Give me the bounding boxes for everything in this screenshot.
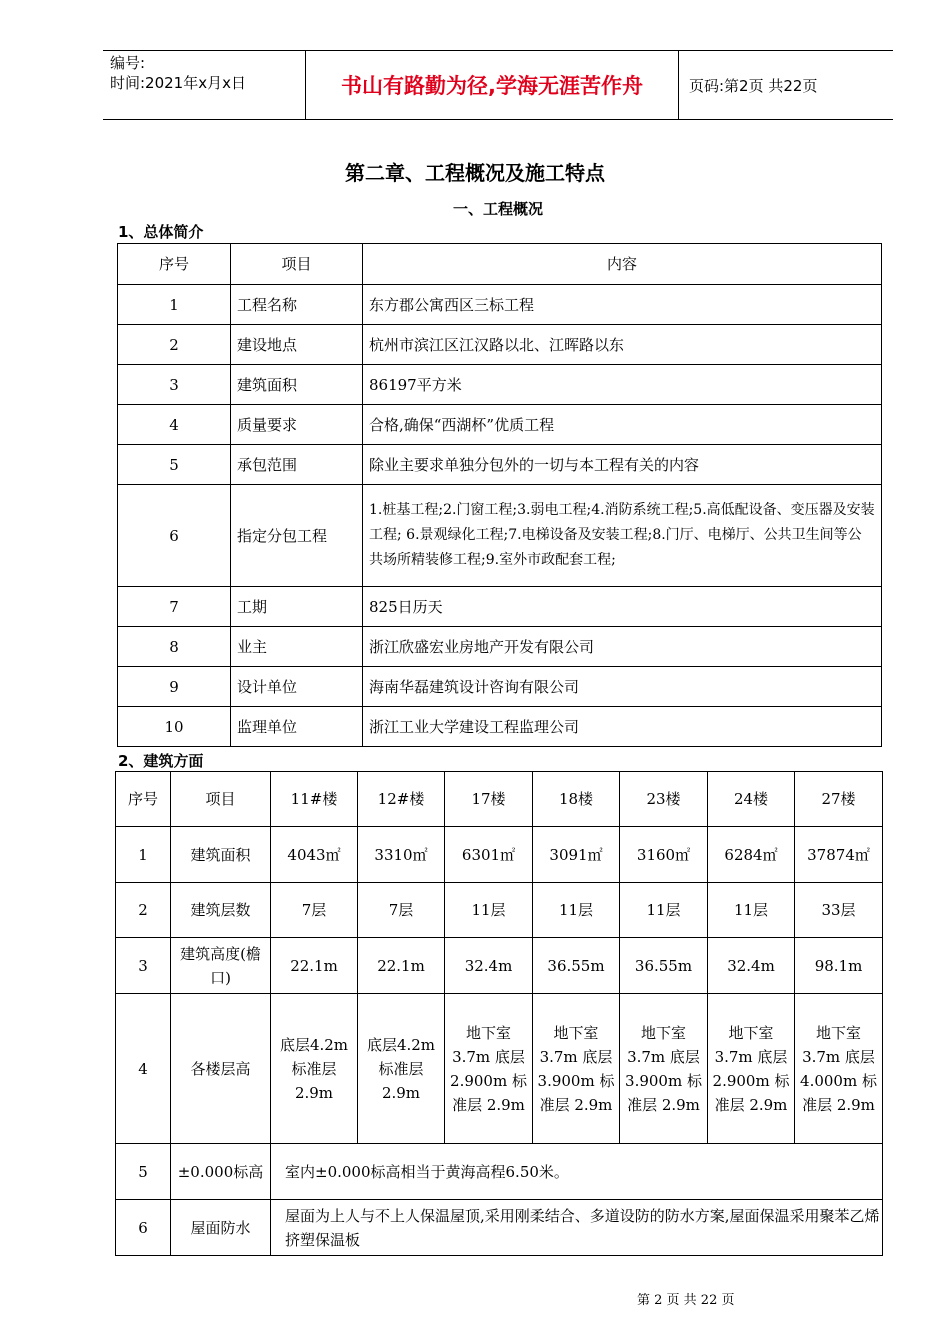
building-title: 2、建筑方面 bbox=[118, 752, 204, 770]
table-row bbox=[116, 1200, 883, 1256]
table-cell: 6284㎡ bbox=[708, 827, 795, 883]
table-row bbox=[118, 707, 882, 747]
table-cell: 36.55m bbox=[533, 938, 620, 994]
table-cell: 825日历天 bbox=[363, 587, 882, 627]
table-header-row bbox=[118, 244, 882, 285]
header-cell: 序号 bbox=[118, 244, 231, 285]
table-cell: 22.1m bbox=[358, 938, 445, 994]
table-cell: 36.55m bbox=[620, 938, 708, 994]
table-cell: 海南华磊建筑设计咨询有限公司 bbox=[363, 667, 882, 707]
building-table bbox=[115, 771, 883, 1256]
table-cell: 监理单位 bbox=[231, 707, 363, 747]
page-footer: 第 2 页 共 22 页 bbox=[637, 1293, 735, 1308]
table-cell: 地下室 3.7m 底层 3.900m 标准层 2.9m bbox=[533, 994, 620, 1144]
table-row bbox=[118, 285, 882, 325]
header-cell: 24楼 bbox=[708, 772, 795, 827]
table-cell: 地下室 3.7m 底层 2.900m 标准层 2.9m bbox=[445, 994, 533, 1144]
page-header bbox=[103, 50, 893, 120]
table-cell: 7层 bbox=[358, 883, 445, 938]
header-meta bbox=[110, 53, 246, 93]
header-cell: 序号 bbox=[116, 772, 171, 827]
table-cell: 11层 bbox=[620, 883, 708, 938]
header-cell: 23楼 bbox=[620, 772, 708, 827]
table-row bbox=[118, 587, 882, 627]
table-row bbox=[118, 405, 882, 445]
table-cell: 4043㎡ bbox=[271, 827, 358, 883]
table-cell: 22.1m bbox=[271, 938, 358, 994]
table-cell: 37874㎡ bbox=[795, 827, 883, 883]
header-cell: 项目 bbox=[231, 244, 363, 285]
table-cell: 指定分包工程 bbox=[231, 485, 363, 587]
table-cell: 98.1m bbox=[795, 938, 883, 994]
table-cell: 86197平方米 bbox=[363, 365, 882, 405]
table-cell: 1.桩基工程;2.门窗工程;3.弱电工程;4.消防系统工程;5.高低配设备、变压器及安装工程; 6.景观绿化工程;7.电梯设备及安装工程;8.门厅、电梯厅、公共卫生间等公共场所精装修工程;9.室外市政配套工程; bbox=[363, 485, 882, 587]
table-row bbox=[116, 883, 883, 938]
table-cell: 3160㎡ bbox=[620, 827, 708, 883]
table-cell: 地下室 3.7m 底层 3.900m 标准层 2.9m bbox=[620, 994, 708, 1144]
table-cell: 浙江欣盛宏业房地产开发有限公司 bbox=[363, 627, 882, 667]
table-cell: ±0.000标高 bbox=[171, 1144, 271, 1200]
table-header-row bbox=[116, 772, 883, 827]
table-cell: 33层 bbox=[795, 883, 883, 938]
table-cell: 工期 bbox=[231, 587, 363, 627]
table-cell: 底层4.2m 标准层 2.9m bbox=[271, 994, 358, 1144]
table-cell: 6 bbox=[118, 485, 231, 587]
table-cell: 业主 bbox=[231, 627, 363, 667]
table-cell: 7层 bbox=[271, 883, 358, 938]
table-cell: 底层4.2m 标准层 2.9m bbox=[358, 994, 445, 1144]
header-cell: 18楼 bbox=[533, 772, 620, 827]
table-cell: 6 bbox=[116, 1200, 171, 1256]
table-row bbox=[118, 365, 882, 405]
header-cell: 17楼 bbox=[445, 772, 533, 827]
overview-table bbox=[117, 243, 882, 747]
table-row bbox=[118, 325, 882, 365]
table-cell: 合格,确保“西湖杯”优质工程 bbox=[363, 405, 882, 445]
table-cell: 11层 bbox=[533, 883, 620, 938]
table-cell: 地下室 3.7m 底层 2.900m 标准层 2.9m bbox=[708, 994, 795, 1144]
table-cell: 1 bbox=[116, 827, 171, 883]
table-cell: 各楼层高 bbox=[171, 994, 271, 1144]
table-row bbox=[116, 938, 883, 994]
page-label: 页码:第2页 共22页 bbox=[689, 76, 818, 95]
table-cell: 承包范围 bbox=[231, 445, 363, 485]
table-cell: 3 bbox=[116, 938, 171, 994]
table-cell: 地下室 3.7m 底层 4.000m 标准层 2.9m bbox=[795, 994, 883, 1144]
table-row bbox=[118, 627, 882, 667]
header-cell: 内容 bbox=[363, 244, 882, 285]
overview-title: 1、总体简介 bbox=[118, 223, 204, 241]
header-cell: 12#楼 bbox=[358, 772, 445, 827]
table-cell: 除业主要求单独分包外的一切与本工程有关的内容 bbox=[363, 445, 882, 485]
table-cell: 建筑高度(檐口) bbox=[171, 938, 271, 994]
table-cell: 3310㎡ bbox=[358, 827, 445, 883]
table-cell: 2 bbox=[116, 883, 171, 938]
table-cell: 3 bbox=[118, 365, 231, 405]
table-row bbox=[118, 445, 882, 485]
table-cell: 9 bbox=[118, 667, 231, 707]
table-row bbox=[118, 667, 882, 707]
table-cell: 32.4m bbox=[445, 938, 533, 994]
table-cell: 建筑面积 bbox=[171, 827, 271, 883]
header-cell: 项目 bbox=[171, 772, 271, 827]
table-cell: 11层 bbox=[708, 883, 795, 938]
table-cell: 8 bbox=[118, 627, 231, 667]
table-cell: 屋面为上人与不上人保温屋顶,采用刚柔结合、多道设防的防水方案,屋面保温采用聚苯乙烯挤塑保温板 bbox=[271, 1200, 883, 1256]
section-title: 一、工程概况 bbox=[452, 200, 543, 218]
header-cell: 27楼 bbox=[795, 772, 883, 827]
time-label: 时间:2021年x月x日 bbox=[110, 74, 246, 92]
table-row bbox=[116, 827, 883, 883]
number-label: 编号: bbox=[110, 54, 146, 72]
table-cell: 7 bbox=[118, 587, 231, 627]
table-cell: 浙江工业大学建设工程监理公司 bbox=[363, 707, 882, 747]
table-cell: 质量要求 bbox=[231, 405, 363, 445]
table-cell: 2 bbox=[118, 325, 231, 365]
table-cell: 杭州市滨江区江汉路以北、江晖路以东 bbox=[363, 325, 882, 365]
header-cell: 11#楼 bbox=[271, 772, 358, 827]
table-cell: 5 bbox=[118, 445, 231, 485]
table-cell: 建筑层数 bbox=[171, 883, 271, 938]
table-cell: 6301㎡ bbox=[445, 827, 533, 883]
table-cell: 建设地点 bbox=[231, 325, 363, 365]
table-cell: 室内±0.000标高相当于黄海高程6.50米。 bbox=[271, 1144, 883, 1200]
table-cell: 工程名称 bbox=[231, 285, 363, 325]
table-cell: 3091㎡ bbox=[533, 827, 620, 883]
table-cell: 32.4m bbox=[708, 938, 795, 994]
table-cell: 东方郡公寓西区三标工程 bbox=[363, 285, 882, 325]
motto: 书山有路勤为径,学海无涯苦作舟 bbox=[341, 74, 643, 98]
table-cell: 4 bbox=[116, 994, 171, 1144]
table-cell: 建筑面积 bbox=[231, 365, 363, 405]
table-cell: 10 bbox=[118, 707, 231, 747]
header-divider bbox=[678, 51, 679, 119]
table-cell: 1 bbox=[118, 285, 231, 325]
table-cell: 5 bbox=[116, 1144, 171, 1200]
table-row bbox=[116, 994, 883, 1144]
chapter-title: 第二章、工程概况及施工特点 bbox=[345, 161, 605, 185]
table-cell: 11层 bbox=[445, 883, 533, 938]
table-cell: 屋面防水 bbox=[171, 1200, 271, 1256]
table-cell: 设计单位 bbox=[231, 667, 363, 707]
table-row bbox=[118, 485, 882, 587]
table-cell: 4 bbox=[118, 405, 231, 445]
table-row bbox=[116, 1144, 883, 1200]
